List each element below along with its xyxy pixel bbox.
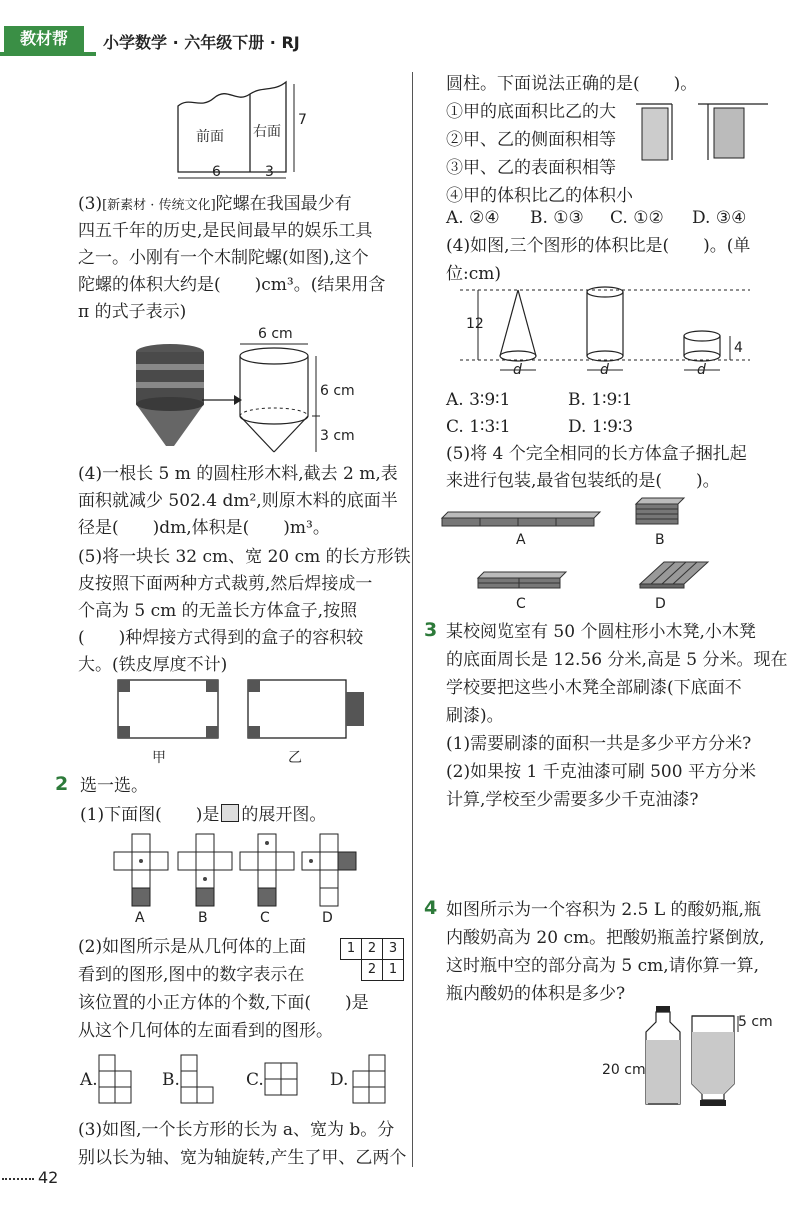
q3-number: 3 [424,619,438,641]
q2-3-stmt-3: ③甲、乙的表面积相等 [446,158,616,178]
q4-text-2: 内酸奶高为 20 cm。把酸奶瓶盖拧紧倒放, [446,928,765,948]
box-label-c: C [516,596,526,612]
q2-5-text-2: 来进行包装,最省包装纸的是( )。 [446,471,720,491]
q2-title: 选一选。 [80,776,148,796]
net-label-b: B [198,910,208,926]
q3-text-5: (1)需要刷漆的面积一共是多少平方分米? [446,734,752,754]
box-bundle-d [640,560,710,590]
box-bundle-a [442,508,602,528]
box-label-d: D [655,596,666,612]
cube-icon [221,804,239,822]
cube-net-a [114,832,170,908]
q1-3-text-4: 陀螺的体积大约是( )cm³。(结果用含 [78,275,386,295]
page-header-title: 小学数学 · 六年级下册 · RJ [103,33,300,52]
q3-text-1: 某校阅览室有 50 个圆柱形小木凳,小木凳 [446,622,756,642]
cube-net-c [240,832,296,908]
q1-3-text-3: 之一。小刚有一个木制陀螺(如图),这个 [78,248,369,268]
q2-3-stmt-2: ②甲、乙的侧面积相等 [446,130,616,150]
q3-text-6: (2)如果按 1 千克油漆可刷 500 平方分米 [446,762,756,782]
view-d [350,1054,390,1108]
column-divider [412,72,413,1167]
q2-number: 2 [55,773,69,795]
q1-4-text-2: 面积就减少 502.4 dm²,则原木料的底面半 [78,491,398,511]
q2-2-text-1: (2)如图所示是从几何体的上面 [78,937,307,957]
right-label: 右面 [253,124,281,140]
sheet-yi-figure [246,678,366,742]
q1-5-text-1: (5)将一块长 32 cm、宽 20 cm 的长方形铁 [78,547,411,567]
q3-text-7: 计算,学校至少需要多少千克油漆? [446,790,699,810]
view-c [264,1062,300,1102]
q1-5-text-3: 个高为 5 cm 的无盖长方体盒子,按照 [78,601,358,621]
cube-net-d [302,832,358,908]
view-b [180,1054,216,1108]
view-label-b: B. [162,1070,180,1090]
q2-3-option-a: A. ②④ [446,208,500,228]
q2-4-option-c: C. 1∶3∶1 [446,417,511,437]
view-label-d: D. [330,1070,349,1090]
footer-dots [2,1178,34,1182]
q2-2-text-3: 该位置的小正方体的个数,下面( )是 [78,993,369,1013]
cross-section-figure [170,78,310,178]
q2-3-option-c: C. ①② [610,208,664,228]
box-bundle-b [636,496,686,526]
short-cyl-height-label: 4 [734,340,743,356]
view-label-c: C. [246,1070,264,1090]
q3-text-3: 学校要把这些小木凳全部刷漆(下底面不 [446,678,742,698]
q2-3-option-d: D. ③④ [692,208,747,228]
q2-3-stmt-1: ①甲的底面积比乙的大 [446,102,616,122]
q1-4-text-1: (4)一根长 5 m 的圆柱形木料,截去 2 m,表 [78,464,398,484]
q1-4-text-3: 径是( )dm,体积是( )m³。 [78,518,330,538]
q2-1-text: (1)下面图( )是 的展开图。 [80,805,327,825]
page-number: 42 [38,1168,59,1187]
q1-5-text-4: ( )种焊接方式得到的盒子的容积较 [78,628,364,648]
liquid-height-label: 20 cm [602,1062,646,1078]
sheet-yi-label: 乙 [288,750,302,766]
cube-net-b [178,832,234,908]
cone-height-label: 12 [466,316,484,332]
q2-4-text-2: 位:cm) [446,264,502,284]
front-label: 前面 [196,129,224,145]
q2-5-text-1: (5)将 4 个完全相同的长方体盒子捆扎起 [446,444,747,464]
q2-3-text-1: (3)如图,一个长方形的长为 a、宽为 b。分 [78,1120,395,1140]
height-7-label: 7 [298,112,307,128]
q2-3-option-b: B. ①③ [530,208,584,228]
q4-number: 4 [424,897,438,919]
q2-3-cont-1: 圆柱。下面说法正确的是( )。 [446,74,698,94]
width-3-label: 3 [265,164,274,180]
q2-4-option-a: A. 3∶9∶1 [446,390,511,410]
rotation-figure [636,98,776,164]
q1-5-text-5: 大。(铁皮厚度不计) [78,655,228,675]
net-label-d: D [322,910,333,926]
net-label-c: C [260,910,270,926]
diameter-label-1: d [513,362,522,378]
q2-4-option-b: B. 1∶9∶1 [568,390,633,410]
q2-3-stmt-4: ④甲的体积比乙的体积小 [446,186,633,206]
q4-text-1: 如图所示为一个容积为 2.5 L 的酸奶瓶,瓶 [446,900,761,920]
q1-3-text-5: π 的式子表示) [78,302,187,322]
sheet-jia-figure [116,678,220,742]
top-geometry-figure [238,342,358,462]
top-view-grid: 1 2 3 2 1 [340,938,404,980]
sheet-jia-label: 甲 [152,750,166,766]
q3-text-4: 刷漆)。 [446,706,504,726]
q2-2-text-4: 从这个几何体的左面看到的图形。 [78,1021,333,1041]
q1-3-text-2: 四五千年的历史,是民间最早的娱乐工具 [78,221,373,241]
empty-height-label: 5 cm [738,1014,773,1030]
box-bundle-c [478,570,568,590]
q3-text-2: 的底面周长是 12.56 分米,高是 5 分米。现在 [446,650,788,670]
view-a [98,1054,134,1108]
brand-badge: 教材帮 [4,26,84,52]
arrow-icon [202,393,242,407]
q2-4-option-d: D. 1∶9∶3 [568,417,634,437]
net-label-a: A [135,910,145,926]
q4-text-3: 这时瓶中空的部分高为 5 cm,请你算一算, [446,956,760,976]
width-6-label: 6 [212,164,221,180]
q2-2-text-2: 看到的图形,图中的数字表示在 [78,965,305,985]
q1-3-tag: [新素材 · 传统文化] [102,198,216,213]
top-cyl-height-label: 6 cm [320,383,355,399]
q1-3-line: (3)[新素材 · 传统文化]陀螺在我国最少有 [78,194,352,214]
box-label-a: A [516,532,526,548]
view-label-a: A. [80,1070,98,1090]
brand-stripe [0,52,96,56]
diameter-label-3: d [697,362,706,378]
top-cone-height-label: 3 cm [320,428,355,444]
q1-5-text-2: 皮按照下面两种方式裁剪,然后焊接成一 [78,574,373,594]
top-diameter-label: 6 cm [258,326,293,342]
q2-3-text-2: 别以长为轴、宽为轴旋转,产生了甲、乙两个 [78,1148,407,1168]
q2-4-text-1: (4)如图,三个图形的体积比是( )。(单 [446,236,751,256]
box-label-b: B [655,532,665,548]
diameter-label-2: d [600,362,609,378]
q4-text-4: 瓶内酸奶的体积是多少? [446,984,626,1004]
